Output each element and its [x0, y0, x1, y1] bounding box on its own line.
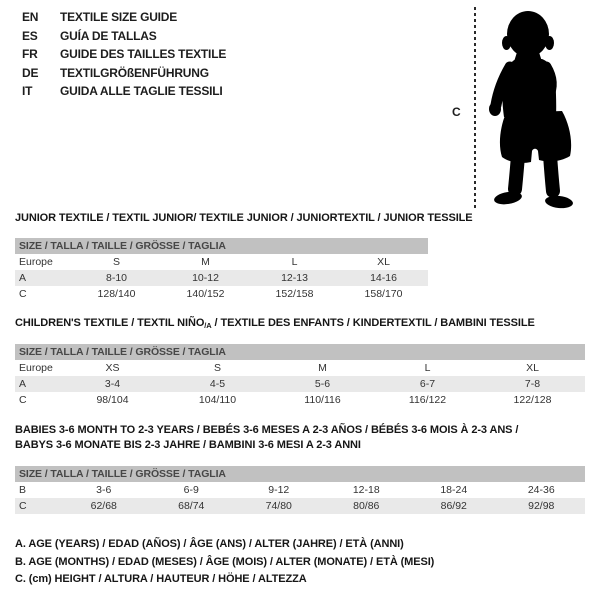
age-cell: 14-16 [370, 272, 397, 284]
height-cell: 98/104 [96, 394, 129, 406]
months-cell: 9-12 [268, 484, 290, 496]
size-cell: S [213, 362, 221, 374]
measure-label-c: C [452, 105, 461, 119]
height-cell: 116/122 [408, 394, 447, 406]
language-label: GUIDA ALLE TAGLIE TESSILI [60, 84, 223, 99]
language-list [22, 8, 226, 101]
height-cell: 74/80 [265, 500, 292, 512]
title-subscript: /A [204, 321, 212, 330]
babies-size-table [15, 466, 585, 514]
language-code: ES [22, 28, 38, 43]
title-line-1: BABIES 3-6 MONTH TO 2-3 YEARS / BEBÉS 3-6 MESES A 2-3 AÑOS / BÉBÉS 3-6 MOIS À 2-3 ANS / [15, 424, 519, 436]
height-cell: 86/92 [440, 500, 467, 512]
size-cell: M [201, 256, 210, 268]
language-row [22, 82, 226, 101]
table-row-europe [15, 254, 428, 270]
table-row-height [15, 392, 585, 408]
row-label: C [19, 394, 27, 406]
table-row-europe [15, 360, 585, 376]
language-code: EN [22, 10, 39, 25]
language-label: GUÍA DE TALLAS [60, 28, 157, 43]
legend-notes [15, 536, 434, 589]
size-cell: XL [377, 256, 390, 268]
title-text: / TEXTILE DES ENFANTS / KINDERTEXTIL / BAMBINI TESSILE [211, 317, 535, 329]
height-cell: 122/128 [513, 394, 552, 406]
note-age-years: A. AGE (YEARS) / EDAD (AÑOS) / ÂGE (ANS) / ALTER (JAHRE) / ETÀ (ANNI) [15, 538, 404, 550]
language-label: TEXTILE SIZE GUIDE [60, 10, 178, 25]
height-cell: 68/74 [178, 500, 205, 512]
size-cell: L [291, 256, 298, 268]
note-age-months: B. AGE (MONTHS) / EDAD (MESES) / ÂGE (MOIS) / ALTER (MONATE) / ETÀ (MESI) [15, 555, 435, 568]
height-cell: 104/110 [198, 394, 237, 406]
table-row-months [15, 482, 585, 498]
age-cell: 4-5 [209, 378, 226, 390]
size-cell: S [112, 256, 120, 268]
age-cell: 7-8 [524, 378, 541, 390]
baby-silhouette-icon [486, 5, 592, 213]
language-row [22, 8, 226, 27]
language-label: GUIDE DES TAILLES TEXTILE [60, 47, 227, 62]
height-cell: 128/140 [97, 288, 136, 300]
age-cell: 10-12 [192, 272, 219, 284]
months-cell: 12-18 [352, 484, 380, 496]
language-row [22, 45, 226, 64]
language-row [22, 64, 226, 83]
size-cell: XL [526, 362, 539, 374]
months-cell: 18-24 [440, 484, 468, 496]
children-size-table [15, 344, 585, 408]
months-cell: 24-36 [527, 484, 555, 496]
height-cell: 62/68 [90, 500, 117, 512]
height-measure-dashed-line [474, 7, 476, 210]
row-label: A [19, 378, 27, 390]
size-cell: L [424, 362, 431, 374]
language-code: FR [22, 47, 38, 62]
row-label: A [19, 272, 27, 284]
size-table-header: SIZE / TALLA / TAILLE / GRÖSSE / TAGLIA [15, 466, 585, 482]
size-cell: XS [105, 362, 120, 374]
section-title-babies [15, 423, 518, 452]
junior-size-table [15, 238, 428, 302]
height-cell: 152/158 [275, 288, 314, 300]
age-cell: 12-13 [281, 272, 308, 284]
height-cell: 80/86 [353, 500, 380, 512]
height-cell: 92/98 [528, 500, 555, 512]
language-label: TEXTILGRÖßENFÜHRUNG [60, 65, 209, 80]
language-row [22, 27, 226, 46]
row-label: Europe [19, 256, 53, 268]
row-label: Europe [19, 362, 53, 374]
row-label: C [19, 500, 27, 512]
title-text: CHILDREN'S TEXTILE / TEXTIL NIÑO [15, 317, 205, 329]
language-code: DE [22, 65, 39, 80]
row-label: C [19, 288, 27, 300]
language-code: IT [22, 84, 33, 99]
title-line-2: BABYS 3-6 MONATE BIS 2-3 JAHRE / BAMBINI 3-6 MESI A 2-3 ANNI [15, 438, 361, 451]
table-row-height [15, 498, 585, 514]
section-title-children [15, 317, 535, 330]
size-cell: M [318, 362, 327, 374]
height-cell: 158/170 [364, 288, 403, 300]
row-label: B [19, 484, 27, 496]
note-height-cm: C. (cm) HEIGHT / ALTURA / HAUTEUR / HÖHE / ALTEZZA [15, 573, 307, 585]
height-cell: 110/116 [304, 394, 341, 406]
age-cell: 5-6 [314, 378, 331, 390]
table-row-age [15, 270, 428, 286]
table-row-height [15, 286, 428, 302]
age-cell: 3-4 [104, 378, 121, 390]
months-cell: 3-6 [96, 484, 112, 496]
age-cell: 8-10 [105, 272, 127, 284]
age-cell: 6-7 [419, 378, 436, 390]
section-title-junior: JUNIOR TEXTILE / TEXTIL JUNIOR/ TEXTILE JUNIOR / JUNIORTEXTIL / JUNIOR TESSILE [15, 212, 473, 224]
months-cell: 6-9 [183, 484, 199, 496]
height-cell: 140/152 [186, 288, 225, 300]
size-table-header: SIZE / TALLA / TAILLE / GRÖSSE / TAGLIA [15, 238, 428, 254]
table-row-age [15, 376, 585, 392]
size-table-header: SIZE / TALLA / TAILLE / GRÖSSE / TAGLIA [15, 344, 585, 360]
